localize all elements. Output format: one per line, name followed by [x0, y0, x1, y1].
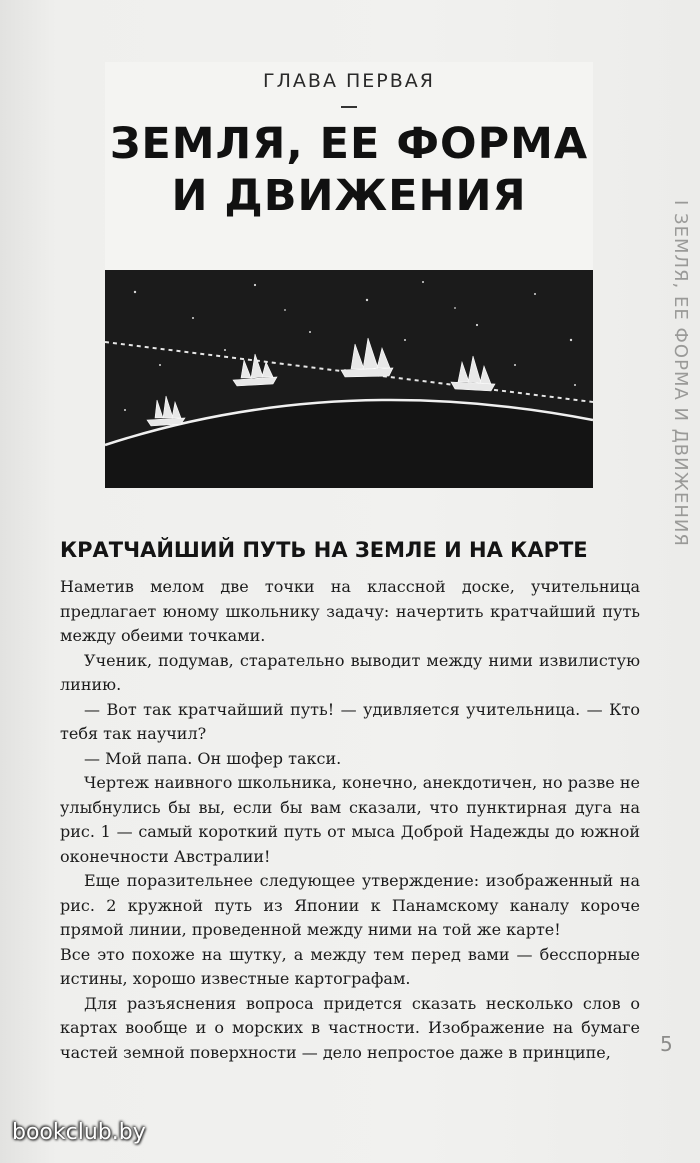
section-heading: КРАТЧАЙШИЙ ПУТЬ НА ЗЕМЛЕ И НА КАРТЕ [60, 538, 588, 562]
ship-icon [341, 338, 393, 377]
body-text [60, 575, 640, 1065]
stars [124, 281, 576, 411]
ship-icon [233, 354, 277, 386]
chapter-label: ГЛАВА ПЕРВАЯ [263, 70, 435, 92]
paragraph: Еще поразительнее следующее утверждение: изображенный на рис. 2 кружной путь из Японии к Панамскому каналу короче прямой линии, проведенной между ними на той же карте! [60, 871, 640, 939]
chapter-dash [341, 106, 357, 108]
chapter-title-line1: ЗЕМЛЯ, ЕЕ ФОРМА [109, 119, 589, 169]
paragraph: Чертеж наивного школьника, конечно, анекдотичен, но разве не улыбнулись бы вы, если бы вам сказали, что пунктирная дуга на рис. 1 — самый короткий путь от мыса Доброй Надежды до южной оконечности Австралии! [60, 773, 640, 866]
paragraph: Для разъяснения вопроса придется сказать несколько слов о картах вообще и о морских в частности. Изображение на бумаге частей земной поверхности — дело непростое даже в принципе, [60, 993, 640, 1062]
ships-illustration [105, 270, 593, 488]
running-side-title: I ЗЕМЛЯ, ЕЕ ФОРМА И ДВИЖЕНИЯ [670, 200, 691, 547]
page-number: 5 [660, 1032, 673, 1056]
paragraph: Ученик, подумав, старательно выводит между ними извилистую линию. [60, 650, 640, 694]
paragraph: Наметив мелом две точки на классной доске, учительница предлагает юному школьнику задачу: начертить кратчайший путь между обеими точками. [60, 577, 640, 645]
ship-icon [147, 396, 185, 426]
paragraph: Все это похоже на шутку, а между тем перед вами — бесспорные истины, хорошо известные картографам. [60, 944, 640, 988]
watermark: bookclub.by [12, 1120, 146, 1145]
paragraph: — Мой папа. Он шофер такси. [84, 748, 342, 768]
ships-illustration-svg [105, 270, 593, 488]
chapter-title-line2: И ДВИЖЕНИЯ [171, 171, 527, 221]
ship-icon [451, 356, 495, 391]
chapter-title [105, 118, 593, 222]
paragraph: — Вот так кратчайший путь! — удивляется учительница. — Кто тебя так научил? [60, 699, 640, 743]
